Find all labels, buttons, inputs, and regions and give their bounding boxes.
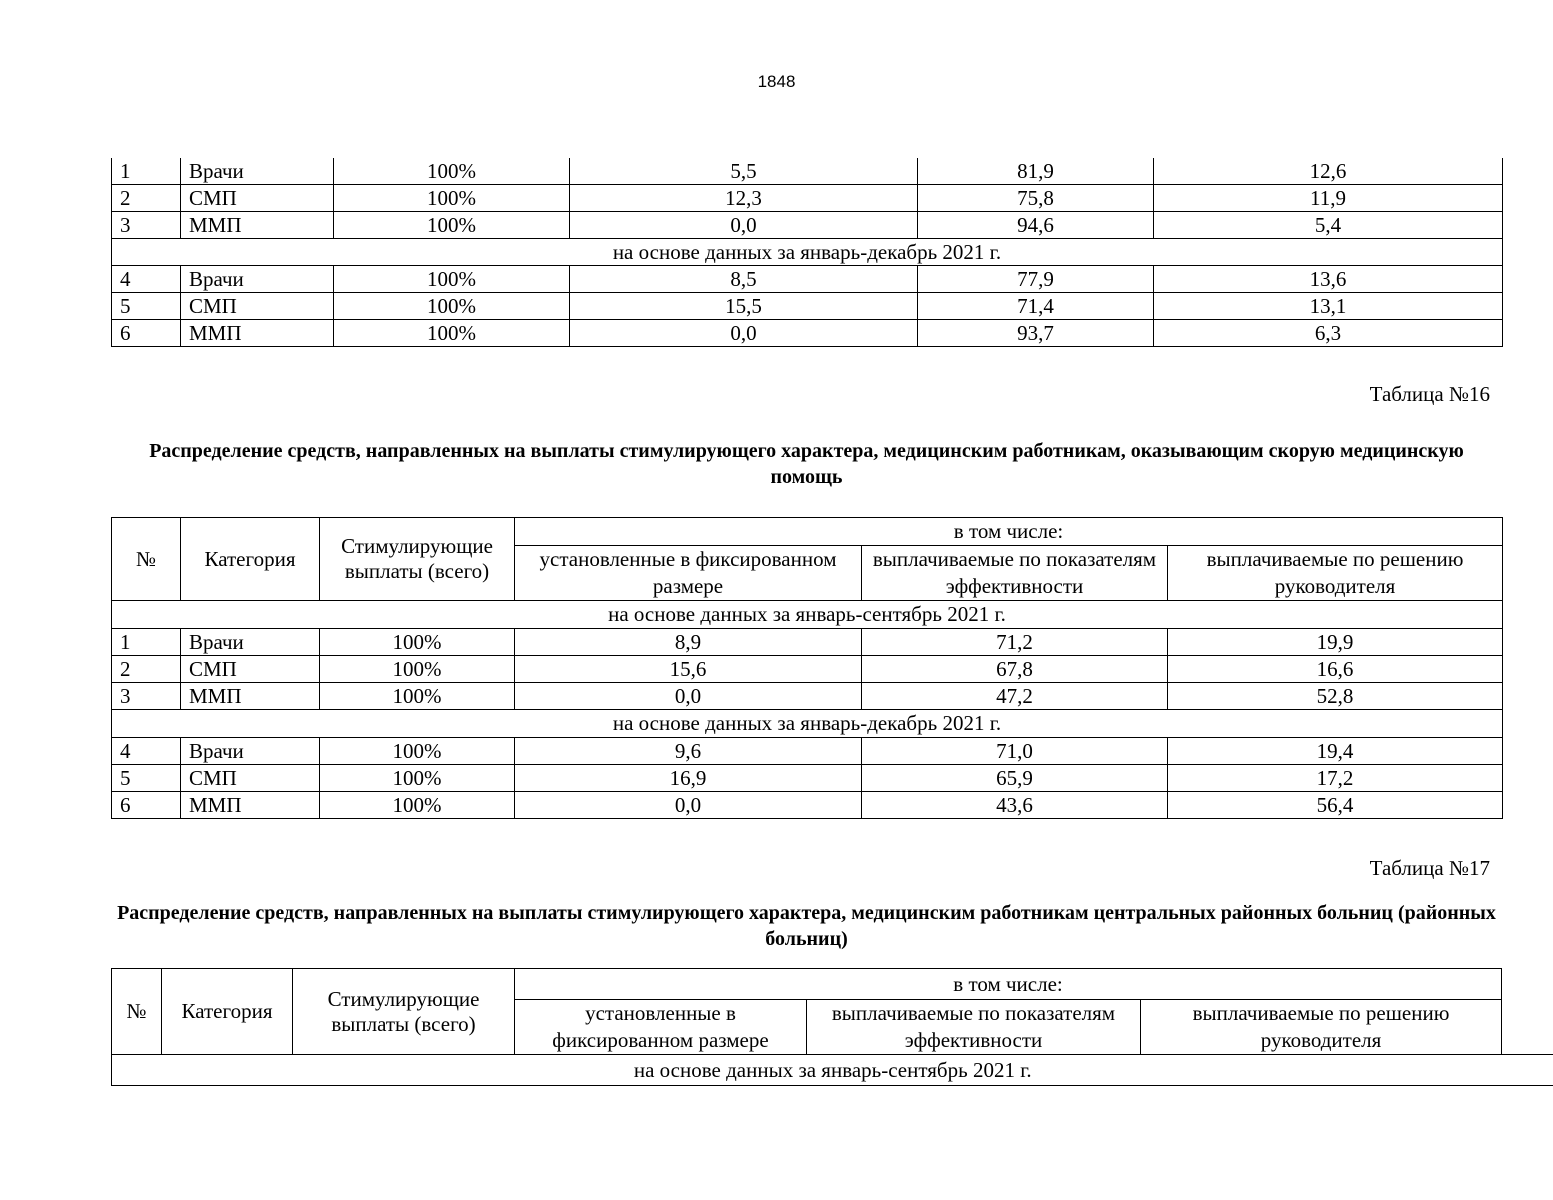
category-cell: Врачи (181, 738, 320, 765)
manager-cell: 5,4 (1154, 212, 1503, 239)
category-cell: СМП (181, 765, 320, 792)
total-cell: 100% (334, 212, 570, 239)
num-cell: 5 (112, 293, 181, 320)
header-performance: выплачиваемые по показателям эффективности (807, 1000, 1141, 1055)
table-16-title: Распределение средств, направленных на выплаты стимулирующего характера, медицинским работникам, оказывающим скорую медицинскую помощь (149, 440, 1464, 488)
category-cell: СМП (181, 185, 334, 212)
total-cell: 100% (320, 765, 515, 792)
table-row (112, 792, 1503, 819)
header-including: в том числе: (515, 969, 1502, 1000)
period-row: на основе данных за январь-декабрь 2021 г. (112, 710, 1503, 738)
total-cell: 100% (334, 320, 570, 347)
category-cell: ММП (181, 320, 334, 347)
header-total: Стимулирующие выплаты (всего) (320, 518, 515, 601)
manager-cell: 52,8 (1168, 683, 1503, 710)
rows-a (112, 629, 1503, 710)
table-edge-spacer (1502, 969, 1553, 1055)
header-category: Категория (181, 518, 320, 601)
header-fixed: установленные в фиксированном размере (515, 1000, 807, 1055)
table-row (112, 293, 1503, 320)
performance-cell: 77,9 (918, 266, 1154, 293)
header-fixed: установленные в фиксированном размере (515, 546, 862, 601)
table-row (112, 212, 1503, 239)
num-cell: 1 (112, 629, 181, 656)
header-num: № (112, 518, 181, 601)
fixed-cell: 0,0 (570, 320, 918, 347)
header-total: Стимулирующие выплаты (всего) (293, 969, 515, 1055)
num-cell: 2 (112, 185, 181, 212)
page-number: 1848 (757, 72, 796, 91)
header-including: в том числе: (515, 518, 1503, 546)
period-row: на основе данных за январь-декабрь 2021 г. (112, 239, 1503, 266)
category-cell: ММП (181, 212, 334, 239)
performance-cell: 65,9 (862, 765, 1168, 792)
table-17 (111, 968, 1553, 1086)
table-row (112, 320, 1503, 347)
manager-cell: 6,3 (1154, 320, 1503, 347)
table-row (112, 738, 1503, 765)
num-cell: 3 (112, 683, 181, 710)
total-cell: 100% (320, 792, 515, 819)
header-num: № (112, 969, 162, 1055)
category-cell: ММП (181, 683, 320, 710)
num-cell: 5 (112, 765, 181, 792)
header-category: Категория (162, 969, 293, 1055)
header-manager: выплачиваемые по решению руководителя (1168, 546, 1503, 601)
manager-cell: 19,9 (1168, 629, 1503, 656)
category-cell: Врачи (181, 266, 334, 293)
manager-cell: 19,4 (1168, 738, 1503, 765)
total-cell: 100% (320, 656, 515, 683)
manager-cell: 12,6 (1154, 158, 1503, 185)
table-17-title: Распределение средств, направленных на выплаты стимулирующего характера, медицинским работникам центральных районных больниц (районных больниц) (117, 902, 1496, 950)
performance-cell: 47,2 (862, 683, 1168, 710)
category-cell: Врачи (181, 629, 320, 656)
performance-cell: 71,4 (918, 293, 1154, 320)
period-row: на основе данных за январь-сентябрь 2021 г. (112, 601, 1503, 629)
num-cell: 1 (112, 158, 181, 185)
fixed-cell: 12,3 (570, 185, 918, 212)
fixed-cell: 9,6 (515, 738, 862, 765)
performance-cell: 81,9 (918, 158, 1154, 185)
rows-a (112, 158, 1503, 239)
num-cell: 4 (112, 738, 181, 765)
num-cell: 2 (112, 656, 181, 683)
performance-cell: 94,6 (918, 212, 1154, 239)
fixed-cell: 0,0 (515, 683, 862, 710)
fixed-cell: 0,0 (570, 212, 918, 239)
rows-b (112, 738, 1503, 819)
manager-cell: 11,9 (1154, 185, 1503, 212)
continued-table (111, 158, 1503, 347)
performance-cell: 93,7 (918, 320, 1154, 347)
total-cell: 100% (320, 629, 515, 656)
category-cell: Врачи (181, 158, 334, 185)
fixed-cell: 15,6 (515, 656, 862, 683)
table-17-caption: Таблица №17 (1369, 856, 1490, 880)
category-cell: СМП (181, 656, 320, 683)
fixed-cell: 16,9 (515, 765, 862, 792)
total-cell: 100% (320, 683, 515, 710)
performance-cell: 67,8 (862, 656, 1168, 683)
fixed-cell: 0,0 (515, 792, 862, 819)
category-cell: СМП (181, 293, 334, 320)
fixed-cell: 5,5 (570, 158, 918, 185)
performance-cell: 71,2 (862, 629, 1168, 656)
manager-cell: 17,2 (1168, 765, 1503, 792)
manager-cell: 56,4 (1168, 792, 1503, 819)
header-manager: выплачиваемые по решению руководителя (1141, 1000, 1502, 1055)
performance-cell: 43,6 (862, 792, 1168, 819)
header-performance: выплачиваемые по показателям эффективности (862, 546, 1168, 601)
table-row (112, 185, 1503, 212)
table-16-caption: Таблица №16 (1369, 382, 1490, 406)
total-cell: 100% (334, 266, 570, 293)
table-row (112, 683, 1503, 710)
performance-cell: 71,0 (862, 738, 1168, 765)
table-row (112, 266, 1503, 293)
num-cell: 6 (112, 792, 181, 819)
performance-cell: 75,8 (918, 185, 1154, 212)
category-cell: ММП (181, 792, 320, 819)
period-row: на основе данных за январь-сентябрь 2021 г. (112, 1055, 1553, 1086)
fixed-cell: 8,9 (515, 629, 862, 656)
fixed-cell: 8,5 (570, 266, 918, 293)
manager-cell: 16,6 (1168, 656, 1503, 683)
total-cell: 100% (334, 293, 570, 320)
total-cell: 100% (334, 158, 570, 185)
rows-b (112, 266, 1503, 347)
manager-cell: 13,6 (1154, 266, 1503, 293)
fixed-cell: 15,5 (570, 293, 918, 320)
table-row (112, 765, 1503, 792)
manager-cell: 13,1 (1154, 293, 1503, 320)
total-cell: 100% (320, 738, 515, 765)
total-cell: 100% (334, 185, 570, 212)
table-row (112, 656, 1503, 683)
table-row (112, 629, 1503, 656)
num-cell: 6 (112, 320, 181, 347)
num-cell: 4 (112, 266, 181, 293)
table-row (112, 158, 1503, 185)
table-16 (111, 517, 1503, 819)
num-cell: 3 (112, 212, 181, 239)
